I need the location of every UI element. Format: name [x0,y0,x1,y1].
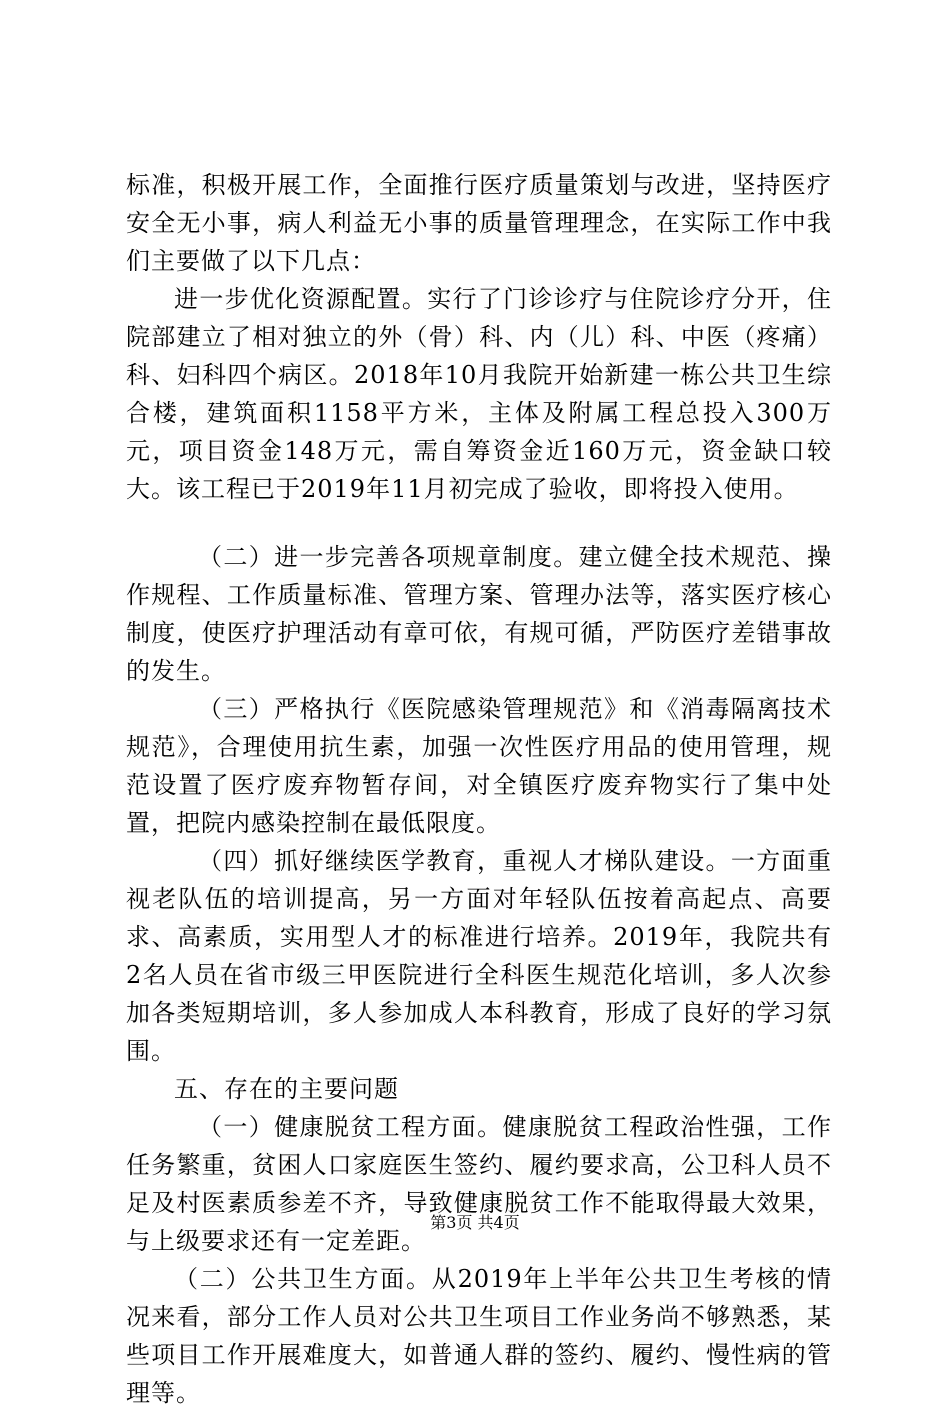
paragraph-spacer [126,508,832,538]
paragraph-education: （四）抓好继续医学教育，重视人才梯队建设。一方面重视老队伍的培训提高，另一方面对年轻队伍按着高起点、高要求、高素质，实用型人才的标准进行培养。2019年，我院共有2名人员在省市级三甲医院进行全科医生规范化培训，多人次参加各类短期培训，多人参加成人本科教育，形成了良好的学习氛围。 [126,847,832,1065]
paragraph-health-poverty: （一）健康脱贫工程方面。健康脱贫工程政治性强，工作任务繁重，贫困人口家庭医生签约、履约要求高，公卫科人员不足及村医素质参差不齐，导致健康脱贫工作不能取得最大效果，与上级要求还有一定差距。 [126,1113,832,1255]
paragraph-infection-control: （三）严格执行《医院感染管理规范》和《消毒隔离技术规范》，合理使用抗生素，加强一次性医疗用品的使用管理，规范设置了医疗废弃物暂存间，对全镇医疗废弃物实行了集中处置，把院内感染控制在最低限度。 [126,695,832,837]
page-number: 第3页 共4页 [430,1213,520,1232]
paragraph-intro: 标准，积极开展工作，全面推行医疗质量策划与改进，坚持医疗安全无小事，病人利益无小事的质量管理理念，在实际工作中我们主要做了以下几点： [126,171,832,275]
page-footer [0,1213,950,1233]
section-heading-problems: 五、存在的主要问题 [174,1075,399,1103]
paragraph-public-health: （二）公共卫生方面。从2019年上半年公共卫生考核的情况来看，部分工作人员对公共卫生项目工作业务尚不够熟悉，某些项目工作开展难度大，如普通人群的签约、履约、慢性病的管理等。 [126,1265,832,1407]
paragraph-rules: （二）进一步完善各项规章制度。建立健全技术规范、操作规程、工作质量标准、管理方案、管理办法等，落实医疗核心制度，使医疗护理活动有章可依，有规可循，严防医疗差错事故的发生。 [126,543,832,685]
paragraph-resource-allocation: 进一步优化资源配置。实行了门诊诊疗与住院诊疗分开，住院部建立了相对独立的外（骨）科、内（儿）科、中医（疼痛）科、妇科四个病区。2018年10月我院开始新建一栋公共卫生综合楼，建筑面积1158平方米，主体及附属工程总投入300万元，项目资金148万元，需自筹资金近160万元，资金缺口较大。该工程已于2019年11月初完成了验收，即将投入使用。 [126,285,832,503]
